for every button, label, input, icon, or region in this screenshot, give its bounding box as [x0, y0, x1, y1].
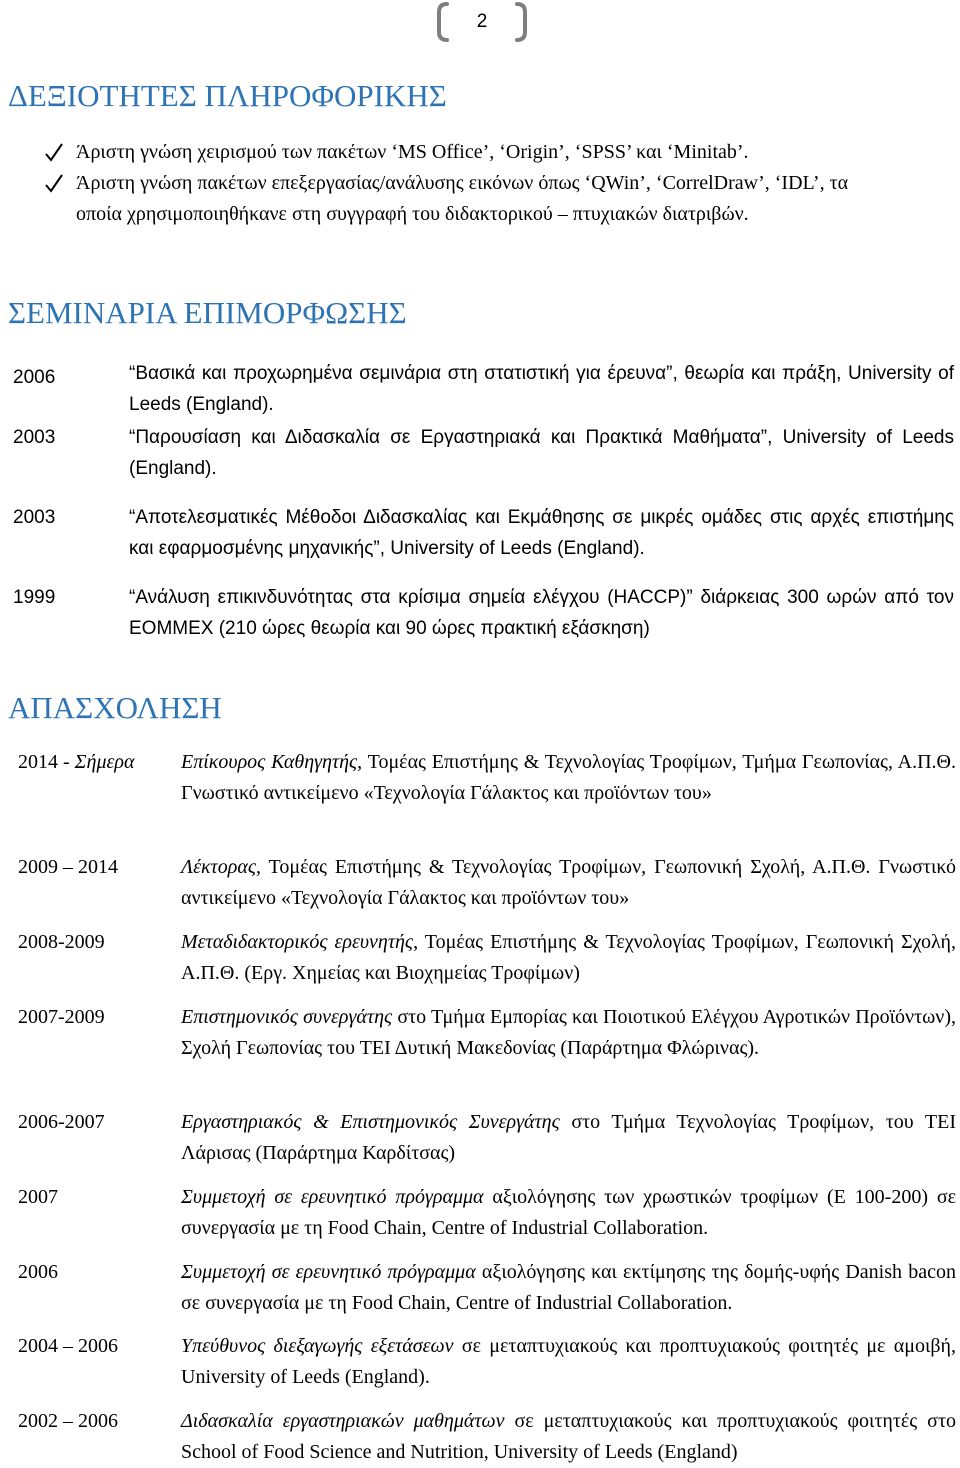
- checkmark-icon: [44, 168, 64, 199]
- job-year: [18, 747, 135, 778]
- job-year-present: Σήμερα: [74, 751, 135, 773]
- job-text: , Τομέας Επιστήμης & Τεχνολογίας Τροφίμων, Γεωπονική Σχολή, Α.Π.Θ. (Εργ. Χημείας και Βιοχημείας Τροφίμων): [181, 931, 957, 984]
- job-description: [181, 1107, 956, 1169]
- job-role: Επίκουρος Καθηγητής: [181, 751, 358, 773]
- job-description: [181, 1331, 956, 1393]
- job-year: 2002 – 2006: [18, 1410, 118, 1432]
- job-description: [181, 927, 956, 989]
- job-text: σε μεταπτυχιακούς και προπτυχιακούς φοιτητές στο School of Food Science and Nutrition, University of Leeds (England): [181, 1410, 956, 1463]
- job-text: στο Τμήμα Τεχνολογίας Τροφίμων, του ΤΕΙ Λάρισας (Παράρτημα Καρδίτσας): [181, 1111, 957, 1164]
- seminars-heading: ΣΕΜΙΝΑΡΙΑ ΕΠΙΜΟΡΦΩΣΗΣ: [8, 295, 407, 330]
- seminar-text: “Βασικά και προχωρημένα σεμινάρια στη στατιστική για έρευνα”, θεωρία και πράξη, University of Leeds (England).: [129, 363, 954, 415]
- page-number-box: [437, 2, 527, 42]
- job-description: [181, 1257, 956, 1319]
- job-year: 2007-2009: [18, 1006, 105, 1028]
- job-role: Συμμετοχή σε ερευνητικό πρόγραμμα: [181, 1261, 476, 1283]
- seminar-text: “Ανάλυση επικινδυνότητας στα κρίσιμα σημεία ελέγχου (HACCP)” διάρκειας 300 ωρών από τον ΕΟΜΜΕΧ (210 ώρες θεωρία και 90 ώρες πρακτική εξάσκηση): [129, 587, 954, 639]
- skills-item: [0, 168, 960, 230]
- job-year: 2007: [18, 1186, 58, 1208]
- seminar-year: 2003: [13, 427, 56, 448]
- job-year: 2004 – 2006: [18, 1335, 118, 1357]
- job-role: Διδασκαλία εργαστηριακών μαθημάτων: [181, 1410, 505, 1432]
- seminar-year: 2006: [13, 367, 56, 388]
- job-text: σε μεταπτυχιακούς και προπτυχιακούς φοιτητές με αμοιβή, University of Leeds (England).: [181, 1335, 956, 1388]
- job-description: [181, 747, 956, 809]
- seminar-text: “Παρουσίαση και Διδασκαλία σε Εργαστηριακά και Πρακτικά Μαθήματα”, University of Leeds (England).: [129, 427, 954, 479]
- job-year: 2008-2009: [18, 931, 105, 953]
- job-description: [181, 1002, 956, 1064]
- job-role: Λέκτορας: [181, 856, 256, 878]
- job-text: , Τομέας Επιστήμης & Τεχνολογίας Τροφίμων, Γεωπονική Σχολή, Α.Π.Θ. Γνωστικό αντικείμενο «Τεχνολογία Γάλακτος και προϊόντων του»: [181, 856, 956, 909]
- job-description: [181, 1406, 956, 1468]
- job-year-start: 2014 -: [18, 751, 75, 773]
- job-role: Μεταδιδακτορικός ερευνητής: [181, 931, 414, 953]
- job-text: αξιολόγησης και εκτίμησης της δομής-υφής Danish bacon σε συνεργασία με τη Food Chain, Centre of Industrial Collaboration.: [181, 1261, 956, 1314]
- job-description: [181, 1182, 956, 1244]
- job-role: Εργαστηριακός & Επιστημονικός Συνεργάτης: [181, 1111, 560, 1133]
- job-description: [181, 852, 956, 914]
- checkmark-icon: [44, 137, 64, 168]
- seminar-year: 2003: [13, 507, 56, 528]
- job-year: 2009 – 2014: [18, 856, 118, 878]
- skills-item-text: Άριστη γνώση χειρισμού των πακέτων ‘MS Office’, ‘Origin’, ‘SPSS’ και ‘Minitab’.: [76, 141, 749, 163]
- seminar-year: 1999: [13, 587, 56, 608]
- page-number: 2: [476, 11, 488, 32]
- job-year: 2006: [18, 1261, 58, 1283]
- skills-heading: ΔΕΞΙΟΤΗΤΕΣ ΠΛΗΡΟΦΟΡΙΚΗΣ: [8, 78, 447, 113]
- employment-heading: ΑΠΑΣΧΟΛΗΣΗ: [8, 690, 222, 725]
- skills-item: [0, 137, 960, 168]
- job-role: Επιστημονικός συνεργάτης: [181, 1006, 393, 1028]
- skills-item-text: Άριστη γνώση πακέτων επεξεργασίας/ανάλυσης εικόνων όπως ‘QWin’, ‘CorrelDraw’, ‘IDL’, τα οποία χρησιμοποιηθήκανε στη συγγραφή του διδακτορικού – πτυχιακών διατριβών.: [76, 172, 849, 225]
- job-text: αξιολόγησης των χρωστικών τροφίμων (E 100-200) σε συνεργασία με τη Food Chain, Centre of Industrial Collaboration.: [181, 1186, 956, 1239]
- job-text: στο Τμήμα Εμπορίας και Ποιοτικού Ελέγχου Αγροτικών Προϊόντων), Σχολή Γεωπονίας του ΤΕΙ Δυτική Μακεδονίας (Παράρτημα Φλώρινας).: [181, 1006, 956, 1059]
- job-role: Συμμετοχή σε ερευνητικό πρόγραμμα: [181, 1186, 484, 1208]
- seminar-text: “Αποτελεσματικές Μέθοδοι Διδασκαλίας και Εκμάθησης σε μικρές ομάδες στις αρχές επιστήμης και εφαρμοσμένης μηχανικής”, University of Leeds (England).: [129, 507, 954, 559]
- job-text: , Τομέας Επιστήμης & Τεχνολογίας Τροφίμων, Τμήμα Γεωπονίας, Α.Π.Θ. Γνωστικό αντικείμενο «Τεχνολογία Γάλακτος και προϊόντων του»: [181, 751, 957, 804]
- job-year: 2006-2007: [18, 1111, 105, 1133]
- job-role: Υπεύθυνος διεξαγωγής εξετάσεων: [181, 1335, 454, 1357]
- skills-list: [0, 137, 960, 230]
